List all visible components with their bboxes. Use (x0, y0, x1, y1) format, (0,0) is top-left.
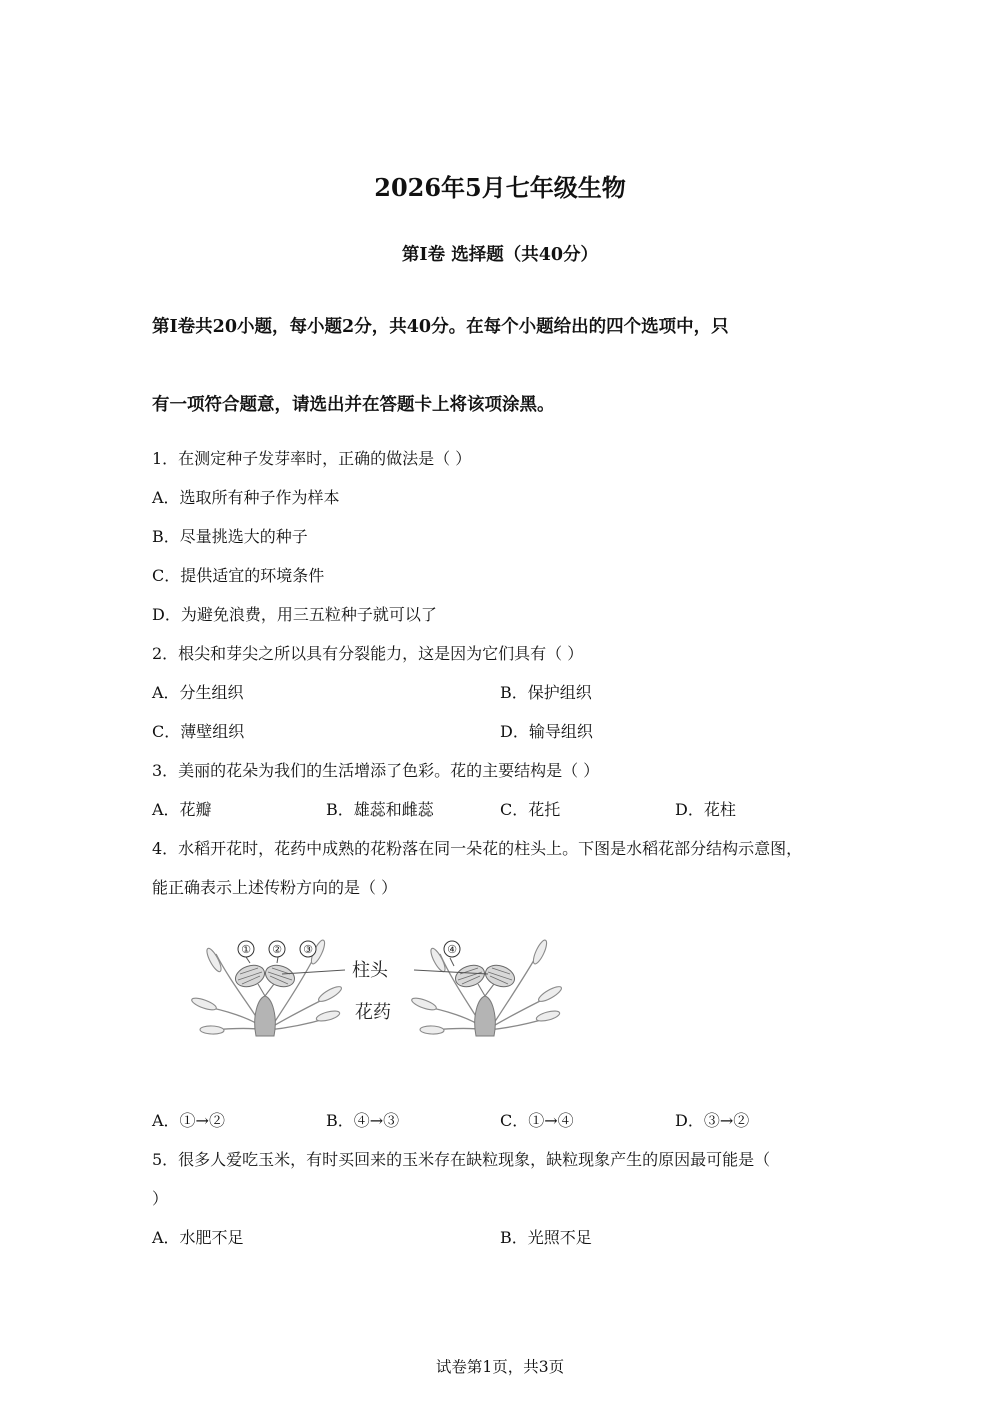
question-5-stem-line-2: ） (152, 1189, 169, 1208)
question-5-option-a: A．水肥不足 (152, 1228, 244, 1247)
question-5-option-b: B．光照不足 (500, 1228, 592, 1247)
question-2-stem: 2．根尖和芽尖之所以具有分裂能力，这是因为它们具有（ ） (152, 644, 584, 663)
label-2: ② (272, 943, 282, 956)
question-1-option-d: D．为避免浪费，用三五粒种子就可以了 (152, 605, 437, 624)
question-4-option-d: D．③→② (675, 1111, 750, 1130)
question-3-option-c: C．花托 (500, 800, 561, 819)
question-2-option-b: B．保护组织 (500, 683, 592, 702)
question-2-option-d: D．输导组织 (500, 722, 593, 741)
label-4: ④ (447, 943, 457, 956)
question-1-option-c: C．提供适宜的环境条件 (152, 566, 325, 585)
question-3-option-a: A．花瓣 (152, 800, 212, 819)
rice-flower-diagram (190, 936, 570, 1044)
question-3-option-b: B．雄蕊和雌蕊 (326, 800, 434, 819)
page-footer: 试卷第1页，共3页 (435, 1358, 565, 1376)
question-5-stem-line-1: 5．很多人爱吃玉米，有时买回来的玉米存在缺粒现象，缺粒现象产生的原因最可能是（ (152, 1150, 771, 1169)
label-3: ③ (303, 943, 313, 956)
question-4-option-c: C．①→④ (500, 1111, 574, 1130)
instructions-line-2: 有一项符合题意，请选出并在答题卡上将该项涂黑。 (152, 395, 555, 415)
question-1-option-a: A．选取所有种子作为样本 (152, 488, 340, 507)
instructions-line-1: 第Ⅰ卷共20小题，每小题2分，共40分。在每个小题给出的四个选项中，只 (152, 317, 729, 337)
question-4-option-b: B．④→③ (326, 1111, 400, 1130)
label-1: ① (241, 943, 251, 956)
anther-label: 花药 (355, 1002, 391, 1023)
question-1-stem: 1．在测定种子发芽率时，正确的做法是（ ） (152, 449, 472, 468)
question-4-stem-line-2: 能正确表示上述传粉方向的是（ ） (152, 878, 398, 897)
question-2-option-c: C．薄壁组织 (152, 722, 245, 741)
question-3-stem: 3．美丽的花朵为我们的生活增添了色彩。花的主要结构是（ ） (152, 761, 600, 780)
section-title: 第Ⅰ卷 选择题（共40分） (401, 245, 599, 265)
question-1-option-b: B．尽量挑选大的种子 (152, 527, 308, 546)
question-2-option-a: A．分生组织 (152, 683, 244, 702)
stigma-label: 柱头 (352, 960, 388, 981)
question-4-stem-line-1: 4．水稻开花时，花药中成熟的花粉落在同一朵花的柱头上。下图是水稻花部分结构示意图， (152, 839, 803, 858)
question-3-option-d: D．花柱 (675, 800, 736, 819)
question-4-option-a: A．①→② (152, 1111, 225, 1130)
page-title: 2026年5月七年级生物 (374, 173, 626, 202)
